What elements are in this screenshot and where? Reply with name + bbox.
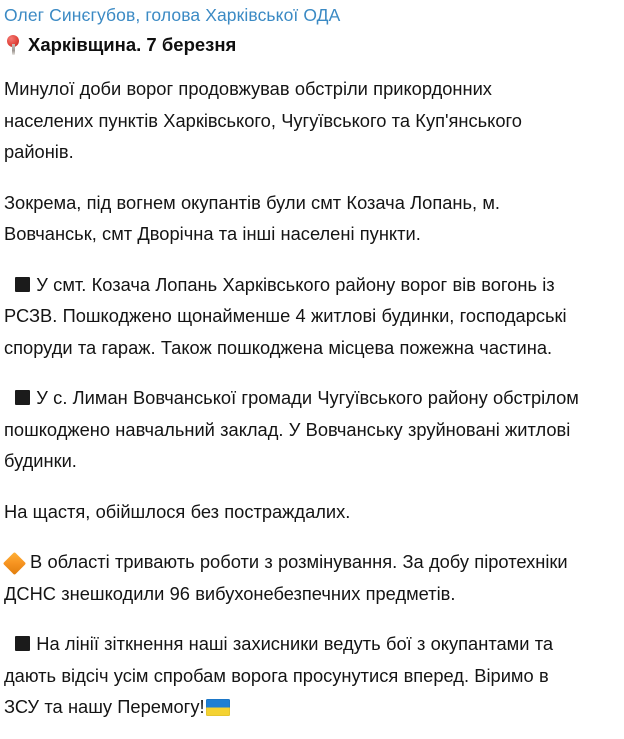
black-square-icon xyxy=(15,277,30,292)
paragraph-text: Зокрема, під вогнем окупантів були смт Козача Лопань, м. Вовчанськ, смт Дворічна та інші населені пункти. xyxy=(4,191,501,244)
paragraph-text: На щастя, обійшлося без постраждалих. xyxy=(4,500,351,522)
paragraph-settlements xyxy=(4,187,584,250)
post-headline xyxy=(4,31,584,59)
channel-title: Олег Синєгубов, голова Харківської ОДА xyxy=(4,5,341,25)
paragraph-frontline xyxy=(4,628,584,723)
orange-diamond-icon xyxy=(4,554,26,572)
paragraph-text: У смт. Козача Лопань Харківського району ворог вів вогонь із РСЗВ. Пошкоджено щонайменше 4 житлові будинки, господарські споруди та гараж. Також пошкоджена місцева пожежна частина. xyxy=(4,273,567,358)
ukraine-flag-icon xyxy=(206,699,230,716)
paragraph-intro xyxy=(4,73,584,168)
paragraph-text: У с. Лиман Вовчанської громади Чугуївського району обстрілом пошкоджено навчальний заклад. У Вовчанську зруйновані житлові будинки. xyxy=(4,387,579,471)
paragraph-lyman xyxy=(4,382,584,477)
paragraph-no-casualties xyxy=(4,496,584,528)
paragraph-text: Минулої доби ворог продовжував обстріли прикордонних населених пунктів Харківського, Чугуївського та Куп'янського районів. xyxy=(4,78,522,162)
round-pushpin-icon xyxy=(4,34,22,56)
black-square-icon xyxy=(15,636,30,651)
paragraph-text: В області тривають роботи з розмінування. За добу піротехніки ДСНС знешкодили 96 вибухонебезпечних предметів. xyxy=(4,551,568,604)
post-body xyxy=(4,73,584,723)
black-square-icon xyxy=(15,390,30,405)
headline-text: Харківщина. 7 березня xyxy=(28,34,237,55)
paragraph-kozacha-lopan xyxy=(4,269,584,364)
paragraph-demining xyxy=(4,546,584,609)
paragraph-text: На лінії зіткнення наші захисники ведуть бої з окупантами та дають відсіч усім спробам ворога просунутися вперед. Віримо в ЗСУ та нашу Перемогу! xyxy=(4,633,554,717)
